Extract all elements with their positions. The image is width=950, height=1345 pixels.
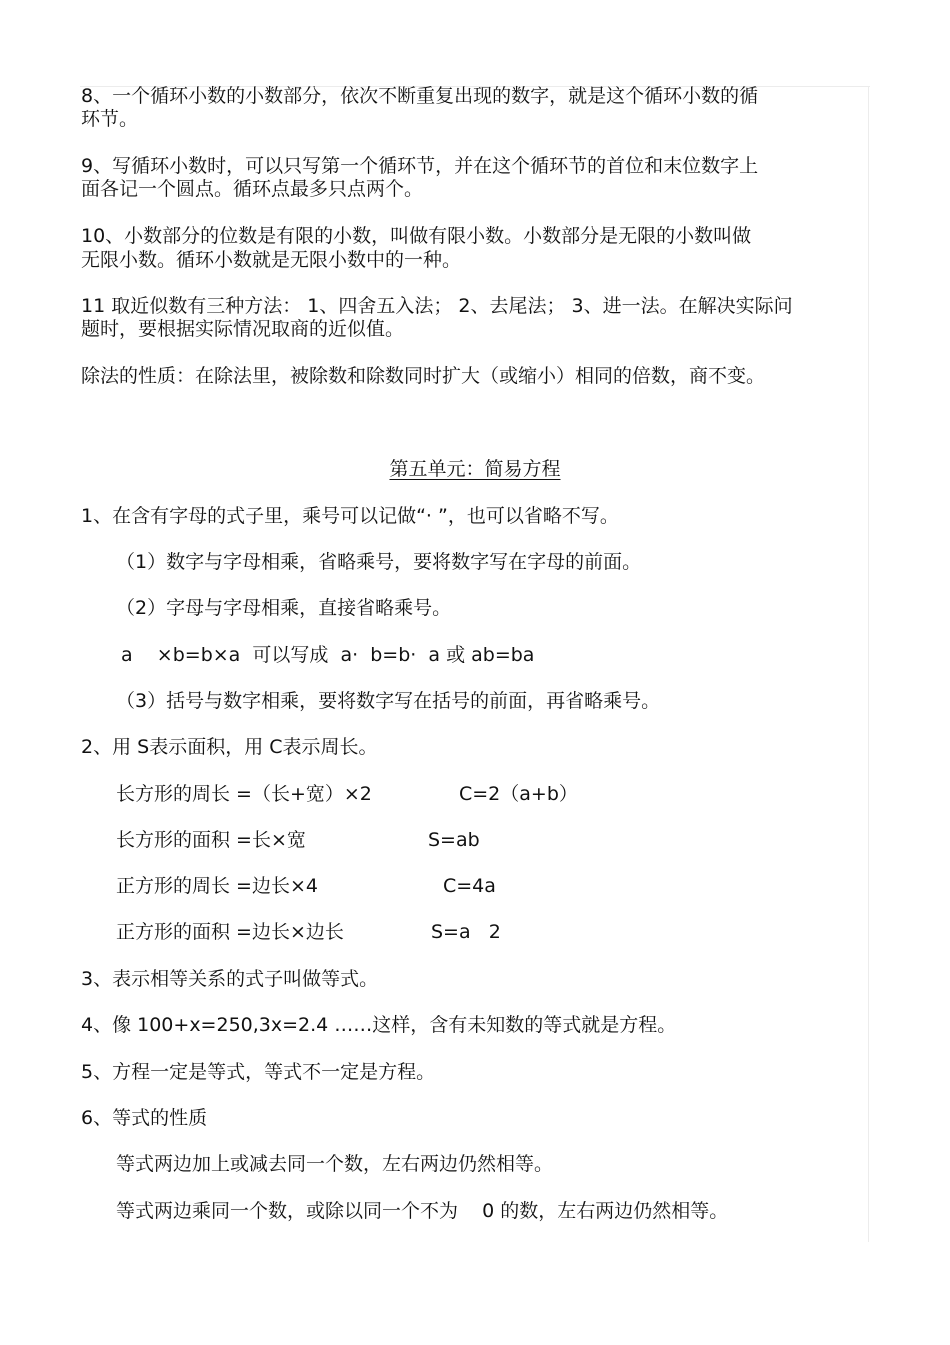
point-1-example: a ×b=b×a 可以写成 a· b=b· a 或 ab=ba bbox=[121, 644, 535, 666]
page-border-right bbox=[868, 86, 869, 1242]
formula-row bbox=[116, 828, 480, 852]
formula-name: 长方形的周长 =（长+宽）×2 bbox=[116, 783, 372, 805]
formula-expression: S=a 2 bbox=[431, 921, 501, 943]
point-1-rule-3: （3）括号与数字相乘，要将数字写在括号的前面，再省略乘号。 bbox=[116, 690, 661, 712]
point-3: 3、表示相等关系的式子叫做等式。 bbox=[81, 968, 379, 990]
formula-expression: S=ab bbox=[428, 829, 480, 851]
item-8-line-2: 环节。 bbox=[81, 108, 139, 130]
formula-expression: C=2（a+b） bbox=[459, 783, 578, 805]
formula-row bbox=[116, 920, 501, 944]
point-6: 6、等式的性质 bbox=[81, 1107, 208, 1129]
point-2: 2、用 S表示面积，用 C表示周长。 bbox=[81, 736, 378, 758]
point-1: 1、在含有字母的式子里，乘号可以记做“· ”，也可以省略不写。 bbox=[81, 505, 619, 527]
formula-row bbox=[116, 782, 578, 806]
section-title bbox=[0, 457, 950, 481]
point-4: 4、像 100+x=250,3x=2.4 ……这样，含有未知数的等式就是方程。 bbox=[81, 1014, 677, 1036]
division-property: 除法的性质：在除法里，被除数和除数同时扩大（或缩小）相同的倍数，商不变。 bbox=[81, 365, 766, 387]
formula-row bbox=[116, 874, 496, 898]
formula-name: 长方形的面积 =长×宽 bbox=[116, 829, 306, 851]
item-11-line-2: 题时，要根据实际情况取商的近似值。 bbox=[81, 318, 405, 340]
point-1-rule-1: （1）数字与字母相乘，省略乘号，要将数字写在字母的前面。 bbox=[116, 551, 642, 573]
point-6-rule-1: 等式两边加上或减去同一个数，左右两边仍然相等。 bbox=[116, 1153, 554, 1175]
formula-expression: C=4a bbox=[443, 875, 496, 897]
point-5: 5、方程一定是等式，等式不一定是方程。 bbox=[81, 1061, 436, 1083]
formula-name: 正方形的面积 =边长×边长 bbox=[116, 921, 344, 943]
point-6-rule-2: 等式两边乘同一个数，或除以同一个不为 0 的数，左右两边仍然相等。 bbox=[116, 1200, 729, 1222]
item-11-line-1: 11 取近似数有三种方法： 1、四舍五入法； 2、去尾法； 3、进一法。在解决实际问 bbox=[81, 295, 793, 317]
item-9-line-1: 9、写循环小数时，可以只写第一个循环节，并在这个循环节的首位和末位数字上 bbox=[81, 155, 759, 177]
item-10-line-1: 10、小数部分的位数是有限的小数，叫做有限小数。小数部分是无限的小数叫做 bbox=[81, 225, 752, 247]
item-10-line-2: 无限小数。循环小数就是无限小数中的一种。 bbox=[81, 249, 462, 271]
item-9-line-2: 面各记一个圆点。循环点最多只点两个。 bbox=[81, 178, 424, 200]
section-title-text: 第五单元：简易方程 bbox=[389, 458, 561, 480]
item-8-line-1: 8、一个循环小数的小数部分，依次不断重复出现的数字，就是这个循环小数的循 bbox=[81, 85, 759, 107]
formula-name: 正方形的周长 =边长×4 bbox=[116, 875, 318, 897]
point-1-rule-2: （2）字母与字母相乘，直接省略乘号。 bbox=[116, 597, 452, 619]
